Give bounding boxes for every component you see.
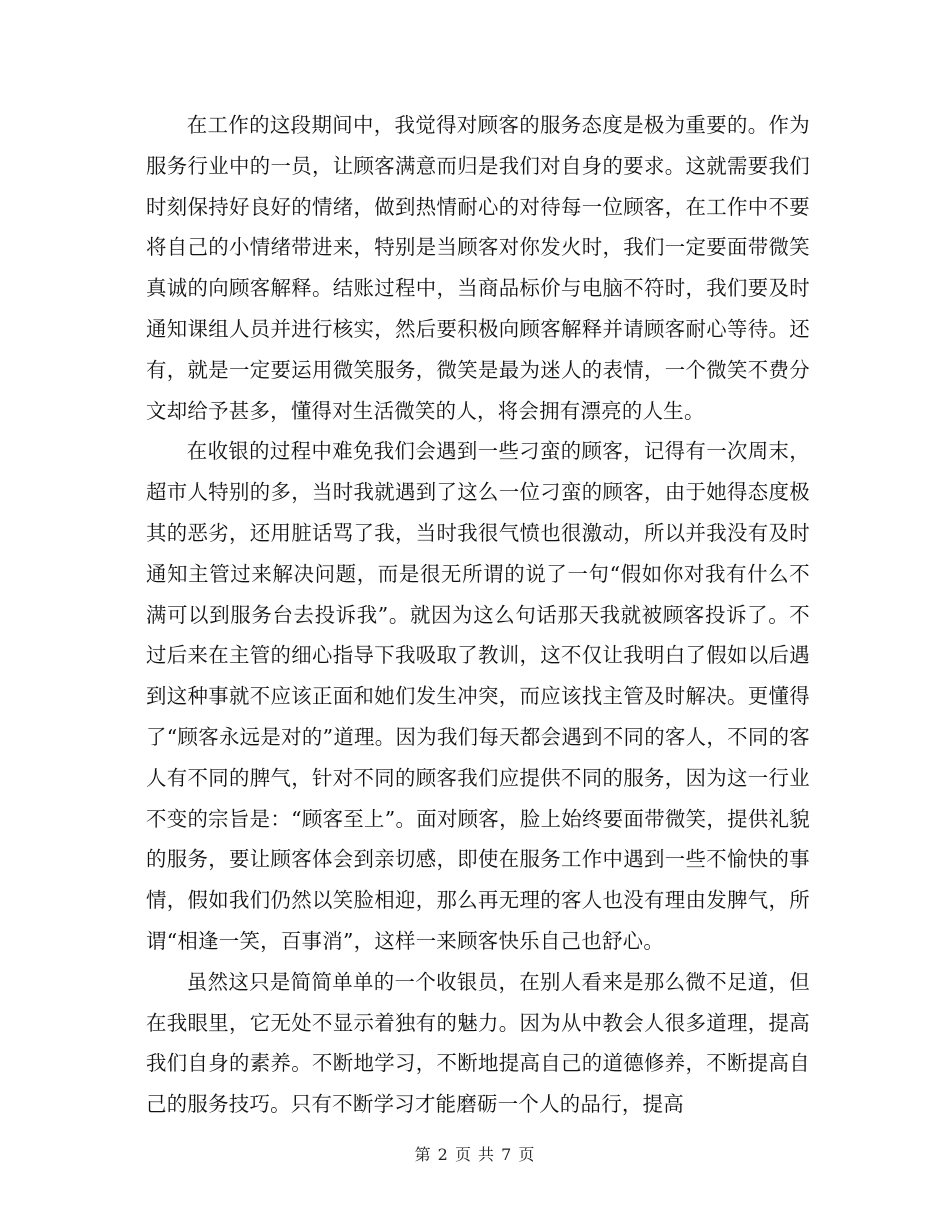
paragraph-1: 在工作的这段期间中，我觉得对顾客的服务态度是极为重要的。作为服务行业中的一员，让顾客满意而归是我们对自身的要求。这就需要我们时刻保持好良好的情绪，做到热情耐心的对待每一位顾客，在工作中不要将自己的小情绪带进来，特别是当顾客对你发火时，我们一定要面带微笑真诚的向顾客解释。结账过程中，当商品标价与电脑不符时，我们要及时通知课组人员并进行核实，然后要积极向顾客解释并请顾客耐心等待。还有，就是一定要运用微笑服务，微笑是最为迷人的表情，一个微笑不费分文却给予甚多，懂得对生活微笑的人，将会拥有漂亮的人生。: [146, 113, 810, 423]
page-number-label: 第 2 页 共 7 页: [414, 1145, 536, 1164]
page-footer: [0, 1143, 950, 1167]
paragraph-2: 在收银的过程中难免我们会遇到一些刁蛮的顾客，记得有一次周末，超市人特别的多，当时我就遇到了这么一位刁蛮的顾客，由于她得态度极其的恶劣，还用脏话骂了我，当时我很气愤也很激动，所以并我没有及时通知主管过来解决问题，而是很无所谓的说了一句“假如你对我有什么不满可以到服务台去投诉我”。就因为这么句话那天我就被顾客投诉了。不过后来在主管的细心指导下我吸取了教训，这不仅让我明白了假如以后遇到这种事就不应该正面和她们发生冲突，而应该找主管及时解决。更懂得了“顾客永远是对的”道理。因为我们每天都会遇到不同的客人，不同的客人有不同的脾气，针对不同的顾客我们应提供不同的服务，因为这一行业不变的宗旨是：“顾客至上”。面对顾客，脸上始终要面带微笑，提供礼貌的服务，要让顾客体会到亲切感，即使在服务工作中遇到一些不愉快的事情，假如我们仍然以笑脸相迎，那么再无理的客人也没有理由发脾气，所谓“相逢一笑，百事消”，这样一来顾客快乐自己也舒心。: [146, 439, 810, 953]
paragraph-3: 虽然这只是简简单单的一个收银员，在别人看来是那么微不足道，但在我眼里，它无处不显示着独有的魅力。因为从中教会人很多道理，提高我们自身的素养。不断地学习，不断地提高自己的道德修养，不断提高自己的服务技巧。只有不断学习才能磨砺一个人的品行，提高: [146, 969, 810, 1117]
document-body: [146, 105, 810, 1125]
